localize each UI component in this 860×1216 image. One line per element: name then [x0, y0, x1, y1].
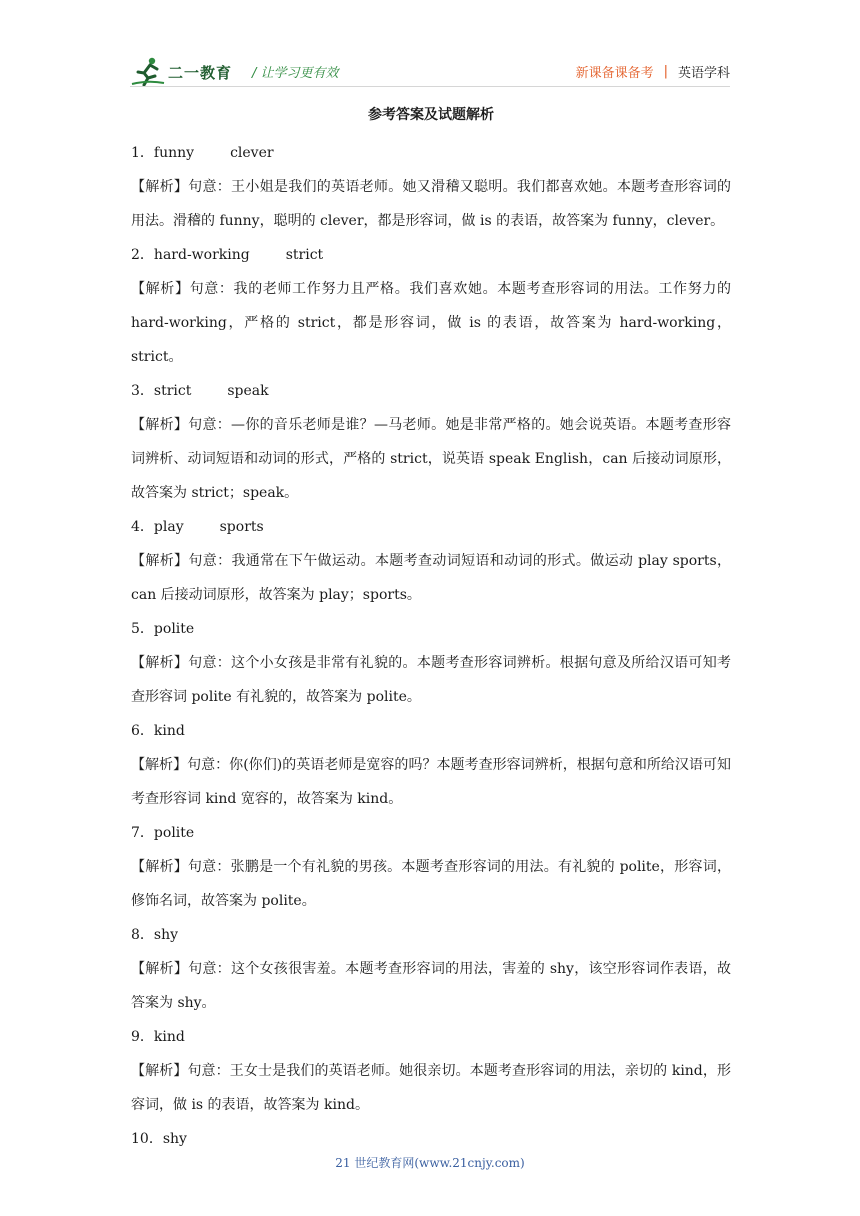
- slogan: / 让学习更有效: [252, 66, 339, 81]
- question-number: 1．: [131, 145, 154, 161]
- running-figure-icon: [130, 56, 166, 88]
- answer-line: [131, 918, 731, 952]
- answer-content: [131, 104, 731, 1156]
- logo: [130, 56, 232, 88]
- analysis-paragraph: 【解析】句意：张鹏是一个有礼貌的男孩。本题考查形容词的用法。有礼貌的 polite，形容词，修饰名词，故答案为 polite。: [131, 859, 731, 909]
- answer-word: strict: [285, 247, 324, 263]
- answer-line: [131, 1122, 731, 1156]
- analysis-paragraph: 【解析】句意：—你的音乐老师是谁？—马老师。她是非常严格的。她会说英语。本题考查形容词辨析、动词短语和动词的形式，严格的 strict，说英语 speak English，can 后接动词原形，故答案为 strict；speak。: [131, 417, 731, 501]
- answer-line: [131, 238, 731, 272]
- answer-line: [131, 714, 731, 748]
- analysis-paragraph: 【解析】句意：我通常在下午做运动。本题考查动词短语和动词的形式。做运动 play sports，can 后接动词原形，故答案为 play；sports。: [131, 553, 731, 603]
- header-separator: |: [663, 64, 668, 79]
- analysis-paragraph: 【解析】句意：我的老师工作努力且严格。我们喜欢她。本题考查形容词的用法。工作努力的 hard-working，严格的 strict，都是形容词，做 is 的表语，故答案为 hard-working，strict。: [131, 281, 731, 365]
- answer-word: shy: [153, 927, 179, 943]
- header-subject-label: 英语学科: [677, 66, 730, 81]
- answer-line: [131, 612, 731, 646]
- header-subject: [576, 62, 730, 81]
- answer-word: speak: [227, 383, 269, 399]
- answer-word: funny: [153, 145, 195, 161]
- page-footer: 21 世纪教育网(www.21cnjy.com): [335, 1156, 525, 1170]
- answer-line: [131, 510, 731, 544]
- header-course-label: 新课备课备考: [575, 66, 654, 81]
- answer-word: kind: [153, 1029, 185, 1045]
- answer-word: polite: [153, 621, 195, 637]
- answer-word: strict: [153, 383, 192, 399]
- question-number: 3．: [131, 383, 154, 399]
- answer-word: play: [153, 519, 184, 535]
- logo-text: 二一教育: [168, 63, 233, 82]
- question-number: 2．: [131, 247, 154, 263]
- answer-line: [131, 1020, 731, 1054]
- answer-word: kind: [153, 723, 185, 739]
- answer-line: [131, 374, 731, 408]
- question-number: 8．: [131, 927, 154, 943]
- question-number: 4．: [131, 519, 154, 535]
- analysis-paragraph: 【解析】句意：你(你们)的英语老师是宽容的吗？本题考查形容词辨析，根据句意和所给汉语可知考查形容词 kind 宽容的，故答案为 kind。: [131, 757, 731, 807]
- answer-line: [131, 136, 731, 170]
- answer-word: hard-working: [153, 247, 250, 263]
- answer-word: shy: [162, 1131, 187, 1147]
- header-divider: [130, 86, 730, 87]
- analysis-paragraph: 【解析】句意：王小姐是我们的英语老师。她又滑稽又聪明。我们都喜欢她。本题考查形容词的用法。滑稽的 funny，聪明的 clever，都是形容词，做 is 的表语，故答案为 funny，clever。: [131, 179, 731, 229]
- answer-word: clever: [230, 145, 274, 161]
- answer-word: polite: [153, 825, 195, 841]
- answer-list: [131, 136, 731, 1156]
- analysis-paragraph: 【解析】句意：王女士是我们的英语老师。她很亲切。本题考查形容词的用法，亲切的 kind，形容词，做 is 的表语，故答案为 kind。: [131, 1063, 731, 1113]
- answer-line: [131, 816, 731, 850]
- page-title: 参考答案及试题解析: [368, 107, 494, 123]
- question-number: 6．: [131, 723, 154, 739]
- question-number: 10．: [131, 1131, 163, 1147]
- question-number: 9．: [131, 1029, 154, 1045]
- question-number: 5．: [131, 621, 154, 637]
- analysis-paragraph: 【解析】句意：这个女孩很害羞。本题考查形容词的用法，害羞的 shy，该空形容词作表语，故答案为 shy。: [131, 961, 731, 1011]
- question-number: 7．: [131, 825, 154, 841]
- analysis-paragraph: 【解析】句意：这个小女孩是非常有礼貌的。本题考查形容词辨析。根据句意及所给汉语可知考查形容词 polite 有礼貌的，故答案为 polite。: [131, 655, 731, 705]
- answer-word: sports: [219, 519, 264, 535]
